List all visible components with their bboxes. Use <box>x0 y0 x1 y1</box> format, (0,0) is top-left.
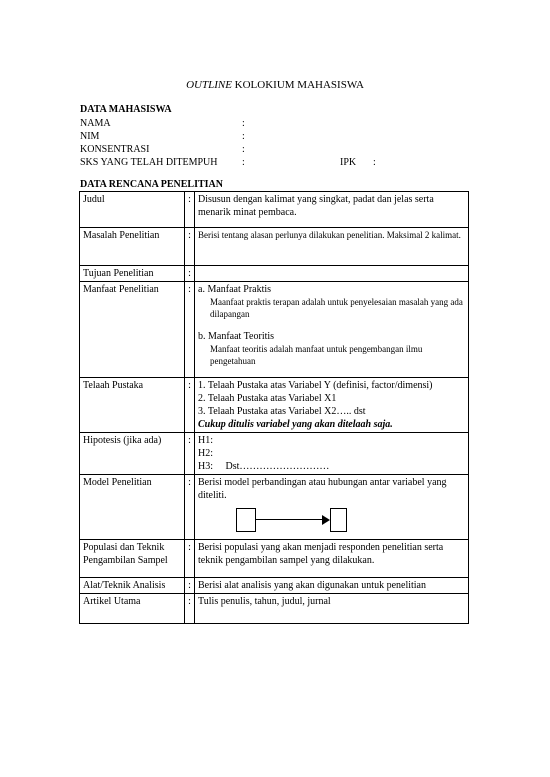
table-row <box>80 282 469 378</box>
benefit-heading: a. Manfaat Praktis <box>198 284 272 295</box>
row-colon: : <box>185 578 195 594</box>
row-colon: : <box>185 378 195 433</box>
list-item: 3. Telaah Pustaka atas Variabel X2….. dst <box>198 406 366 417</box>
field-nama <box>80 117 480 130</box>
field-ipk-colon: : <box>373 157 376 168</box>
research-plan-table <box>79 191 469 624</box>
row-label: Telaah Pustaka <box>80 378 185 433</box>
field-colon: : <box>242 157 245 168</box>
field-colon: : <box>242 144 245 155</box>
telaah-note: Cukup ditulis variabel yang akan ditelaah saja. <box>198 419 393 430</box>
row-content: Disusun dengan kalimat yang singkat, padat dan jelas serta menarik minat pembaca. <box>195 192 469 228</box>
list-item: 1. Telaah Pustaka atas Variabel Y (definisi, factor/dimensi) <box>198 380 433 391</box>
row-content: Berisi populasi yang akan menjadi responden penelitian serta teknik pengambilan sampel yang dilakukan. <box>195 540 469 578</box>
row-content <box>195 475 469 540</box>
row-label: Tujuan Penelitian <box>80 266 185 282</box>
table-row <box>80 433 469 475</box>
row-colon: : <box>185 594 195 624</box>
document-title <box>0 79 550 91</box>
table-row <box>80 192 469 228</box>
row-content <box>195 282 469 378</box>
field-label: KONSENTRASI <box>80 144 150 155</box>
variable-box-left <box>236 508 256 532</box>
title-rest: KOLOKIUM MAHASISWA <box>231 79 364 91</box>
hypothesis-line: H1: <box>198 435 213 446</box>
row-colon: : <box>185 433 195 475</box>
row-label: Masalah Penelitian <box>80 228 185 266</box>
hypothesis-line: H2: <box>198 448 213 459</box>
variable-box-right <box>330 508 347 532</box>
field-colon: : <box>242 131 245 142</box>
row-colon: : <box>185 282 195 378</box>
field-konsentrasi <box>80 143 480 156</box>
row-label: Alat/Teknik Analisis <box>80 578 185 594</box>
table-row <box>80 378 469 433</box>
table-row <box>80 266 469 282</box>
row-label: Populasi dan Teknik Pengambilan Sampel <box>80 540 185 578</box>
row-content-text: Berisi tentang alasan perlunya dilakukan penelitian. Maksimal 2 kalimat. <box>198 230 461 240</box>
row-label: Judul <box>80 192 185 228</box>
model-diagram <box>198 508 465 538</box>
field-ipk-label: IPK <box>340 157 357 168</box>
field-sks <box>80 156 480 169</box>
field-label: SKS YANG TELAH DITEMPUH <box>80 157 218 168</box>
arrow-line <box>256 519 324 520</box>
table-row <box>80 594 469 624</box>
row-colon: : <box>185 475 195 540</box>
row-label: Manfaat Penelitian <box>80 282 185 378</box>
plan-section-heading: DATA RENCANA PENELITIAN <box>80 179 223 190</box>
student-section-heading: DATA MAHASISWA <box>80 104 172 115</box>
field-colon: : <box>242 118 245 129</box>
row-colon: : <box>185 192 195 228</box>
row-content <box>195 266 469 282</box>
row-content: Tulis penulis, tahun, judul, jurnal <box>195 594 469 624</box>
table-row <box>80 475 469 540</box>
field-label: NAMA <box>80 118 111 129</box>
row-content <box>195 378 469 433</box>
row-content <box>195 433 469 475</box>
table-row <box>80 578 469 594</box>
field-nim <box>80 130 480 143</box>
benefit-description: Maanfaat praktis terapan adalah untuk penyelesaian masalah yang ada dilapangan <box>210 297 463 319</box>
benefit-heading: b. Manfaat Teoritis <box>198 331 275 342</box>
row-colon: : <box>185 228 195 266</box>
list-item: 2. Telaah Pustaka atas Variabel X1 <box>198 393 337 404</box>
row-colon: : <box>185 266 195 282</box>
title-italic: OUTLINE <box>186 79 232 91</box>
table-row <box>80 540 469 578</box>
table-row <box>80 228 469 266</box>
row-label: Artikel Utama <box>80 594 185 624</box>
field-label: NIM <box>80 131 100 142</box>
row-colon: : <box>185 540 195 578</box>
row-content-text: Berisi model perbandingan atau hubungan antar variabel yang diteliti. <box>198 477 447 501</box>
row-label: Hipotesis (jika ada) <box>80 433 185 475</box>
benefit-description: Manfaat teoritis adalah manfaat untuk pengembangan ilmu pengetahuan <box>210 344 423 366</box>
hypothesis-line: H3: Dst……………………… <box>198 461 330 472</box>
row-content <box>195 228 469 266</box>
row-label: Model Penelitian <box>80 475 185 540</box>
arrow-head-icon <box>322 515 330 525</box>
row-content: Berisi alat analisis yang akan digunakan untuk penelitian <box>195 578 469 594</box>
